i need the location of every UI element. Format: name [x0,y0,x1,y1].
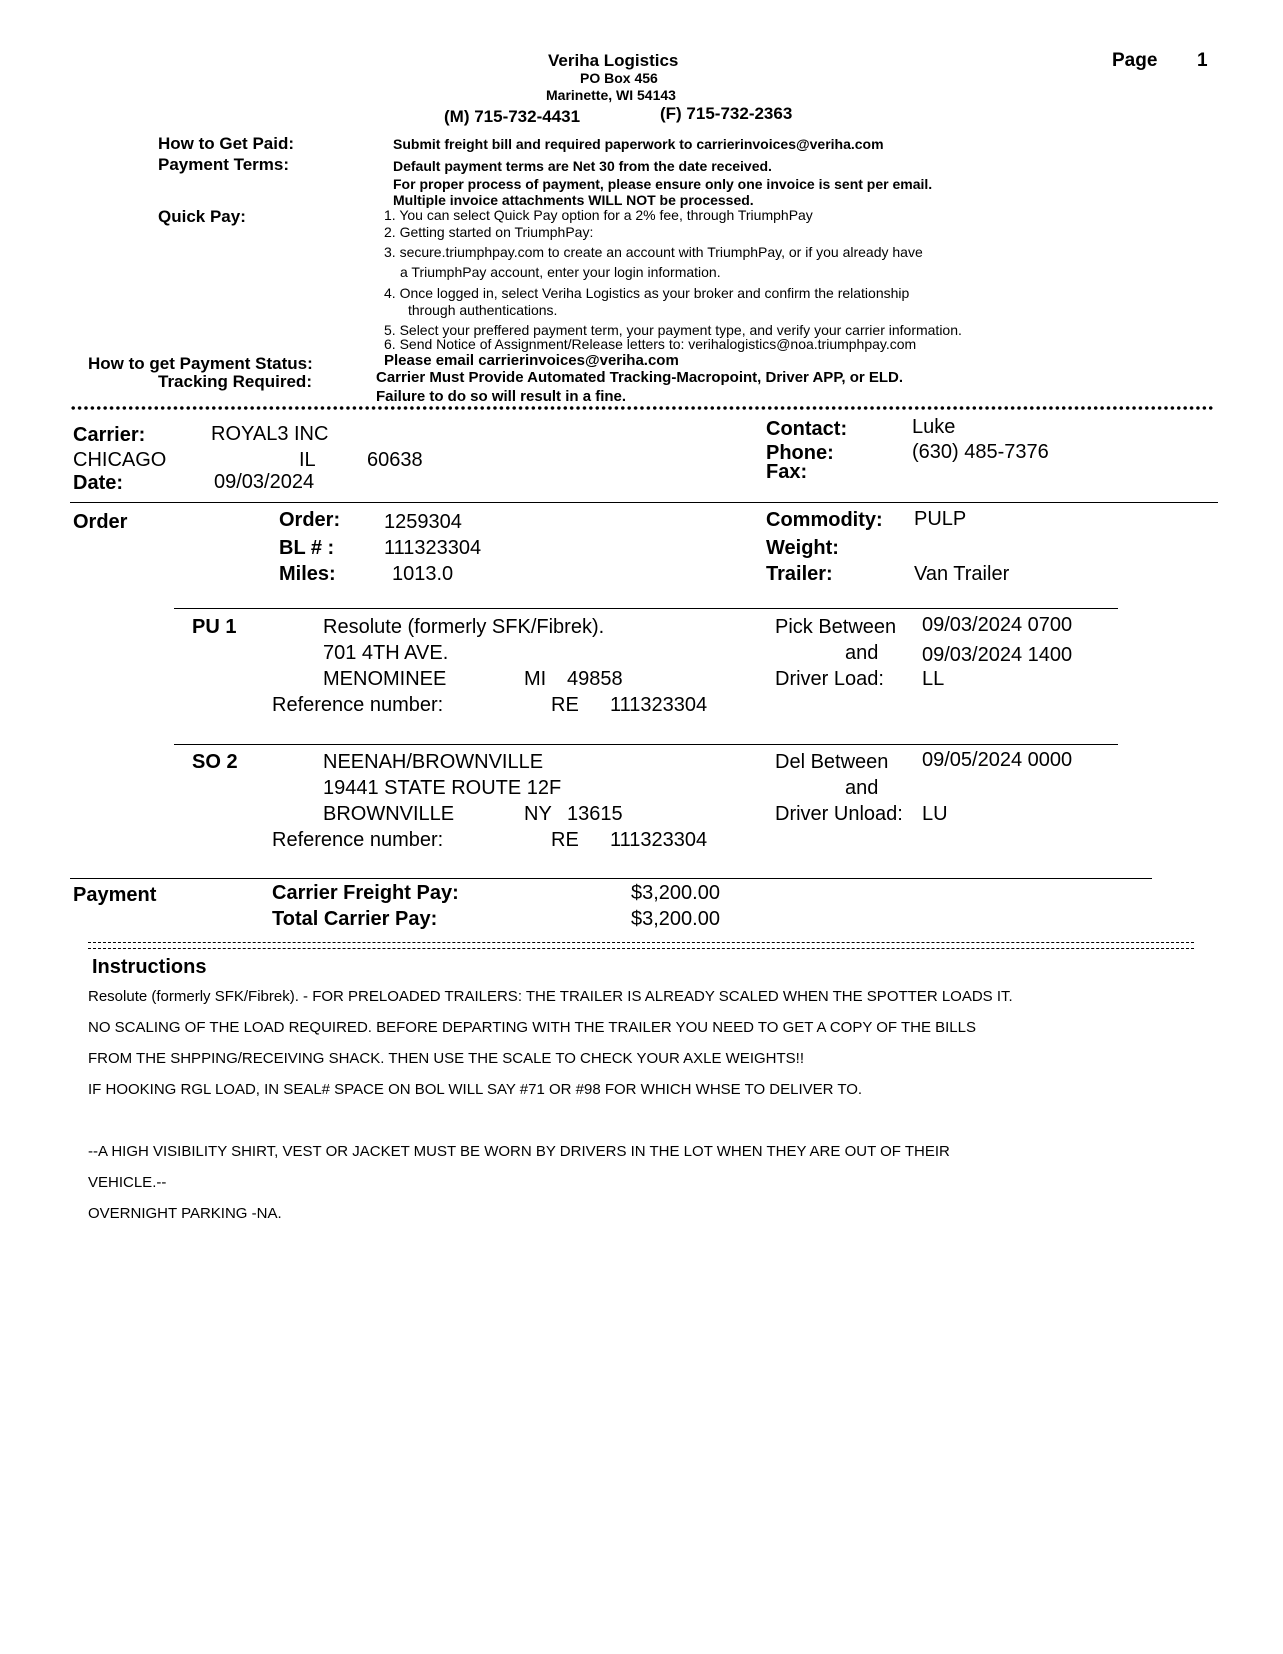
tracking-label: Tracking Required: [158,372,312,391]
freight-pay-value: $3,200.00 [631,882,720,904]
quick-pay-step: 5. Select your preffered payment term, your payment type, and verify your carrier information. [384,322,962,338]
tracking-line: Failure to do so will result in a fine. [376,388,627,405]
window-label: Pick Between [775,616,897,638]
instruction-line: FROM THE SHPPING/RECEIVING SHACK. THEN USE THE SCALE TO CHECK YOUR AXLE WEIGHTS!! [88,1050,804,1067]
contact-phone: (630) 485-7376 [912,441,1049,463]
miles-value: 1013.0 [392,563,454,585]
stop-code: PU 1 [192,616,237,638]
driver-unload-label: Driver Unload: [775,803,903,825]
window-start: 09/03/2024 0700 [922,614,1073,636]
instructions-title: Instructions [92,956,207,978]
quick-pay-step: through authentications. [408,302,558,318]
payment-status-text: Please email carrierinvoices@veriha.com [384,352,679,369]
stop-divider [174,744,1118,745]
reference-number: 111323304 [610,694,708,716]
carrier-name: ROYAL3 INC [211,423,329,445]
reference-type: RE [551,829,579,851]
date-label: Date: [73,472,124,494]
instruction-line: VEHICLE.-- [88,1174,167,1191]
trailer-label: Trailer: [766,563,833,585]
quick-pay-step: a TriumphPay account, enter your login information. [400,264,721,280]
quick-pay-step: 2. Getting started on TriumphPay: [384,224,594,240]
order-section-label: Order [73,511,128,533]
phone-label: Phone: [766,442,834,464]
carrier-state: IL [299,449,316,471]
page-number: 1 [1197,50,1208,71]
stop-zip: 49858 [567,668,623,690]
total-pay-label: Total Carrier Pay: [272,908,438,930]
payment-terms-line: For proper process of payment, please ensure only one invoice is sent per email. [393,176,933,192]
page-label: Page [1112,50,1158,71]
driver-load-label: Driver Load: [775,668,884,690]
reference-label: Reference number: [272,694,444,716]
section-divider [70,502,1218,503]
order-number: 1259304 [384,511,462,533]
payment-status-label: How to get Payment Status: [88,354,313,373]
double-divider [88,942,1194,949]
stop-divider [174,608,1118,609]
contact-label: Contact: [766,418,848,440]
window-and: and [845,777,879,799]
stop-address: 701 4TH AVE. [323,642,449,664]
payment-terms-line: Multiple invoice attachments WILL NOT be processed. [393,192,754,208]
commodity-value: PULP [914,508,967,530]
stop-city: BROWNVILLE [323,803,455,825]
trailer-value: Van Trailer [914,563,1010,585]
instruction-line: Resolute (formerly SFK/Fibrek). - FOR PRELOADED TRAILERS: THE TRAILER IS ALREADY SCALED WHEN THE SPOTTER LOADS IT. [88,988,1013,1005]
payment-section-label: Payment [73,884,157,906]
contact-name: Luke [912,416,956,438]
fax-label: Fax: [766,461,808,483]
payment-terms-label: Payment Terms: [158,155,290,174]
driver-unload-value: LU [922,803,948,825]
quick-pay-step: 6. Send Notice of Assignment/Release letters to: verihalogistics@noa.triumphpay.com [384,336,917,352]
weight-label: Weight: [766,537,839,559]
how-to-get-paid-label: How to Get Paid: [158,134,294,153]
stop-address: 19441 STATE ROUTE 12F [323,777,562,799]
order-number-label: Order: [279,509,341,531]
carrier-zip: 60638 [367,449,423,471]
quick-pay-step: 4. Once logged in, select Veriha Logistics as your broker and confirm the relationship [384,285,910,301]
quick-pay-label: Quick Pay: [158,207,246,226]
window-start: 09/05/2024 0000 [922,749,1073,771]
stop-city: MENOMINEE [323,668,447,690]
stop-name: NEENAH/BROWNVILLE [323,751,544,773]
stop-state: MI [524,668,547,690]
how-to-get-paid-text: Submit freight bill and required paperwork to carrierinvoices@veriha.com [393,136,884,152]
stop-state: NY [524,803,552,825]
window-and: and [845,642,879,664]
total-pay-value: $3,200.00 [631,908,720,930]
bl-number: 111323304 [384,537,482,559]
carrier-city: CHICAGO [73,449,167,471]
carrier-date: 09/03/2024 [214,471,315,493]
company-name: Veriha Logistics [548,51,679,70]
miles-label: Miles: [279,563,336,585]
carrier-label: Carrier: [73,424,146,446]
instruction-line: OVERNIGHT PARKING -NA. [88,1205,282,1222]
instruction-line: --A HIGH VISIBILITY SHIRT, VEST OR JACKET MUST BE WORN BY DRIVERS IN THE LOT WHEN THEY ARE OUT OF THEIR [88,1143,950,1160]
driver-load-value: LL [922,668,945,690]
window-end: 09/03/2024 1400 [922,644,1073,666]
stop-name: Resolute (formerly SFK/Fibrek). [323,616,605,638]
company-city: Marinette, WI 54143 [546,87,676,103]
tracking-line: Carrier Must Provide Automated Tracking-Macropoint, Driver APP, or ELD. [376,369,904,386]
company-po-box: PO Box 456 [580,70,658,86]
company-fax: (F) 715-732-2363 [660,104,793,123]
payment-terms-line: Default payment terms are Net 30 from the date received. [393,158,772,174]
instruction-line: NO SCALING OF THE LOAD REQUIRED. BEFORE DEPARTING WITH THE TRAILER YOU NEED TO GET A COPY OF THE BILLS [88,1019,976,1036]
company-main-phone: (M) 715-732-4431 [444,107,581,126]
reference-label: Reference number: [272,829,444,851]
quick-pay-step: 1. You can select Quick Pay option for a 2% fee, through TriumphPay [384,207,813,223]
stop-zip: 13615 [567,803,623,825]
instruction-line: IF HOOKING RGL LOAD, IN SEAL# SPACE ON BOL WILL SAY #71 OR #98 FOR WHICH WHSE TO DELIVER TO. [88,1081,863,1098]
reference-type: RE [551,694,579,716]
freight-pay-label: Carrier Freight Pay: [272,882,459,904]
dotted-divider [70,406,1214,410]
window-label: Del Between [775,751,889,773]
section-divider [70,878,1152,879]
commodity-label: Commodity: [766,509,883,531]
quick-pay-step: 3. secure.triumphpay.com to create an account with TriumphPay, or if you already have [384,244,923,260]
bl-label: BL # : [279,537,335,559]
stop-code: SO 2 [192,751,238,773]
reference-number: 111323304 [610,829,708,851]
